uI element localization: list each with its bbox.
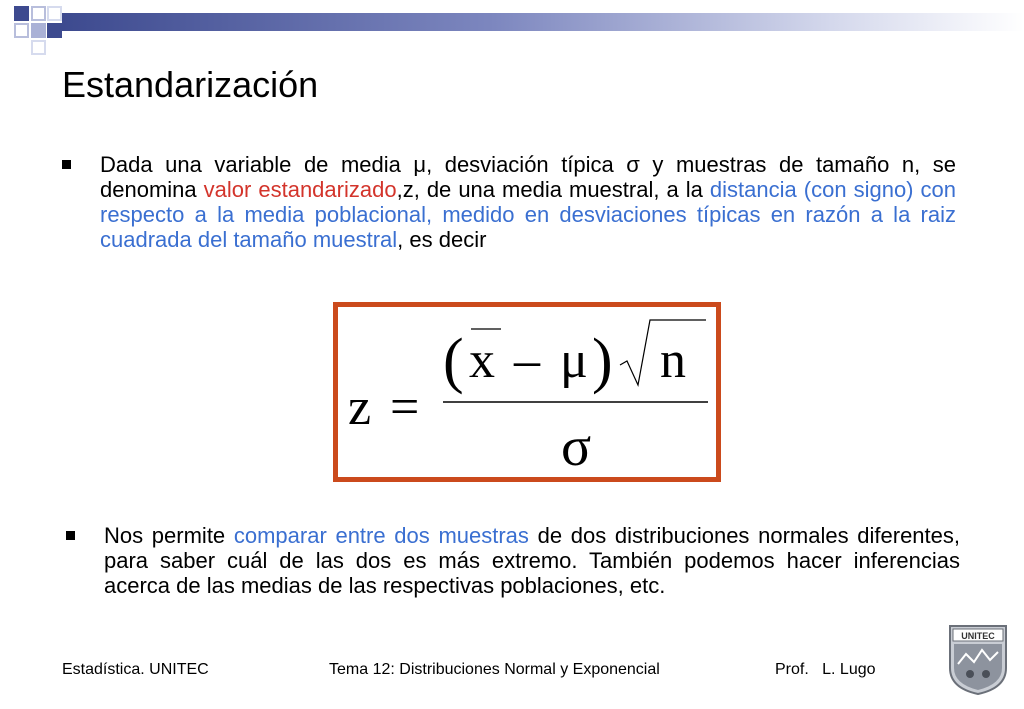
- text-run: Nos permite: [104, 523, 234, 548]
- formula-x: x: [469, 332, 495, 389]
- header-square: [47, 6, 62, 21]
- text-run: Dada una variable de media μ, desviación típica σ y muestras de tamaño n, se denomina: [100, 152, 956, 202]
- unitec-shield-icon: [948, 624, 1008, 696]
- header-square: [14, 6, 29, 21]
- formula-n: n: [660, 332, 686, 389]
- formula-z: z: [348, 379, 372, 436]
- formula-mu: μ: [560, 332, 588, 389]
- header-square: [47, 23, 62, 38]
- slide-title: Estandarización: [62, 64, 319, 105]
- header-square: [31, 23, 46, 38]
- formula-minus: –: [514, 332, 540, 389]
- highlight-definition: distancia (con signo) con respecto a la media poblacional, medido en desviaciones típicas en razón a la raiz cuadrada del tamaño muestral: [100, 177, 956, 252]
- formula-sigma: σ: [561, 416, 592, 477]
- footer-left: Estadística. UNITEC: [62, 661, 209, 678]
- header-square: [14, 23, 29, 38]
- square-bullet-icon: [62, 160, 71, 169]
- bullet-item: [62, 152, 956, 252]
- header-gradient-bar: [62, 13, 1024, 31]
- bullet-paragraph: [100, 152, 956, 252]
- text-run: de dos distribuciones normales diferentes, para saber cuál de las dos es más extremo. También podemos hacer inferencias acerca de las medias de las respectivas poblaciones, etc.: [104, 523, 960, 598]
- text-run: ,z, de una media muestral, a la: [396, 177, 710, 202]
- unitec-logo: [948, 624, 1008, 696]
- formula-left-paren: (: [443, 327, 464, 395]
- footer-right: Prof. L. Lugo: [775, 661, 876, 678]
- highlight-term: valor estandarizado: [203, 177, 397, 202]
- formula-right-paren: ): [592, 327, 613, 395]
- header-square: [31, 6, 46, 21]
- square-bullet-icon: [66, 531, 75, 540]
- header-square: [31, 40, 46, 55]
- footer-center: Tema 12: Distribuciones Normal y Exponencial: [329, 661, 660, 678]
- bullet-item: [66, 523, 960, 598]
- svg-text:UNITEC: UNITEC: [961, 631, 995, 641]
- text-run: , es decir: [397, 227, 487, 252]
- bullet-paragraph: [104, 523, 960, 598]
- formula-equals: =: [390, 379, 420, 436]
- standardization-formula: [338, 307, 716, 477]
- formula-box: [333, 302, 721, 482]
- highlight-phrase: comparar entre dos muestras: [233, 523, 529, 548]
